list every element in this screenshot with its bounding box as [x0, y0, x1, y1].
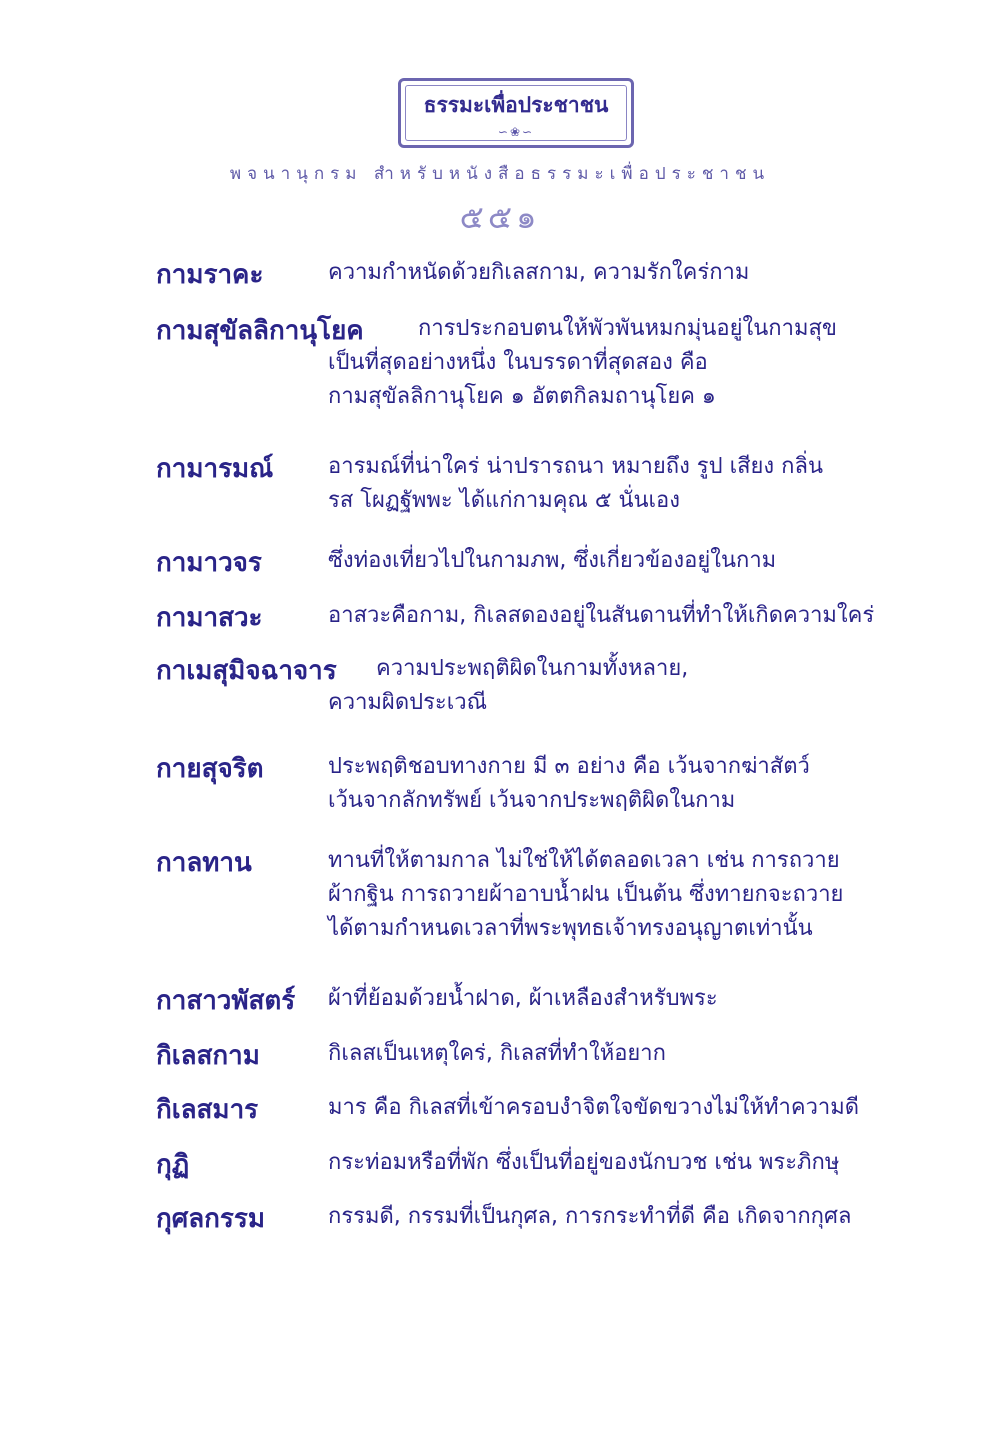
definition-line: ความกำหนัดด้วยกิเลสกาม, ความรักใคร่กาม	[328, 260, 750, 285]
definition-line: กามสุขัลลิกานุโยค ๑ อัตตกิลมถานุโยค ๑	[328, 384, 716, 409]
entry-definition	[328, 312, 837, 414]
definition-line: เป็นที่สุดอย่างหนึ่ง ในบรรดาที่สุดสอง คือ	[328, 350, 708, 375]
entry-term: กามารมณ์	[156, 454, 274, 484]
definition-line: ซึ่งท่องเที่ยวไปในกามภพ, ซึ่งเกี่ยวข้องอยู่ในกาม	[328, 548, 777, 573]
entry-term: กายสุจริต	[156, 754, 264, 784]
entry-term: กามราคะ	[156, 260, 264, 290]
entry-definition	[328, 982, 718, 1016]
definition-line: เว้นจากลักทรัพย์ เว้นจากประพฤติผิดในกาม	[328, 788, 736, 813]
entry-term: กามาสวะ	[156, 603, 263, 633]
logo-ornament-icon: ∽❀∽	[497, 125, 535, 139]
entry-term: กาลทาน	[156, 848, 252, 878]
entry-definition	[328, 599, 874, 633]
entry-definition	[328, 750, 810, 818]
entry-term: กาเมสุมิจฉาจาร	[156, 656, 337, 686]
entry-term: กามสุขัลลิกานุโยค	[156, 316, 364, 346]
logo-text: ธรรมะเพื่อประชาชน	[423, 92, 609, 117]
definition-line: กิเลสเป็นเหตุใคร่, กิเลสที่ทำให้อยาก	[328, 1041, 666, 1066]
entry-term: กิเลสมาร	[156, 1095, 259, 1125]
entry-definition	[328, 544, 776, 578]
entry-term: กุฏิ	[156, 1150, 190, 1180]
definition-line: ประพฤติชอบทางกาย มี ๓ อย่าง คือ เว้นจากฆ่าสัตว์	[328, 754, 810, 779]
definition-line: การประกอบตนให้พัวพันหมกมุ่นอยู่ในกามสุข	[418, 316, 837, 341]
dictionary-subtitle: พจนานุกรม สำหรับหนังสือธรรมะเพื่อประชาชน	[229, 164, 771, 184]
entry-term: กาสาวพัสตร์	[156, 986, 296, 1016]
entry-term: กามาวจร	[156, 548, 262, 578]
entry-definition	[328, 450, 823, 518]
definition-line: ความประพฤติผิดในกามทั้งหลาย,	[376, 656, 689, 681]
page-number: ๕๕๑	[459, 198, 541, 236]
entry-term: กิเลสกาม	[156, 1041, 260, 1071]
entry-term: กุศลกรรม	[156, 1204, 265, 1234]
definition-line: มาร คือ กิเลสที่เข้าครอบงำจิตใจขัดขวางไม่ให้ทำความดี	[328, 1095, 860, 1120]
definition-line: อารมณ์ที่น่าใคร่ น่าปรารถนา หมายถึง รูป เสียง กลิ่น	[328, 454, 823, 479]
definition-line: ผ้าที่ย้อมด้วยน้ำฝาด, ผ้าเหลืองสำหรับพระ	[328, 986, 718, 1011]
entry-definition	[328, 1200, 851, 1234]
definition-line: ผ้ากฐิน การถวายผ้าอาบน้ำฝน เป็นต้น ซึ่งทายกจะถวาย	[328, 882, 844, 907]
entry-definition	[328, 1037, 666, 1071]
entry-definition	[328, 1091, 859, 1125]
definition-line: ได้ตามกำหนดเวลาที่พระพุทธเจ้าทรงอนุญาตเท่านั้น	[328, 916, 813, 941]
definition-line: กรรมดี, กรรมที่เป็นกุศล, การกระทำที่ดี คือ เกิดจากกุศล	[328, 1204, 852, 1229]
entry-definition	[328, 652, 688, 720]
definition-line: อาสวะคือกาม, กิเลสดองอยู่ในสันดานที่ทำให้เกิดความใคร่	[328, 603, 875, 628]
entry-definition	[328, 1146, 839, 1180]
entry-definition	[328, 844, 843, 946]
logo-frame	[398, 78, 634, 148]
definition-line: ความผิดประเวณี	[328, 690, 487, 715]
definition-line: รส โผฏฐัพพะ ได้แก่กามคุณ ๕ นั่นเอง	[328, 488, 681, 513]
definition-line: ทานที่ให้ตามกาล ไม่ใช่ให้ได้ตลอดเวลา เช่น การถวาย	[328, 848, 840, 873]
entry-definition	[328, 256, 749, 290]
definition-line: กระท่อมหรือที่พัก ซึ่งเป็นที่อยู่ของนักบวช เช่น พระภิกษุ	[328, 1150, 840, 1175]
